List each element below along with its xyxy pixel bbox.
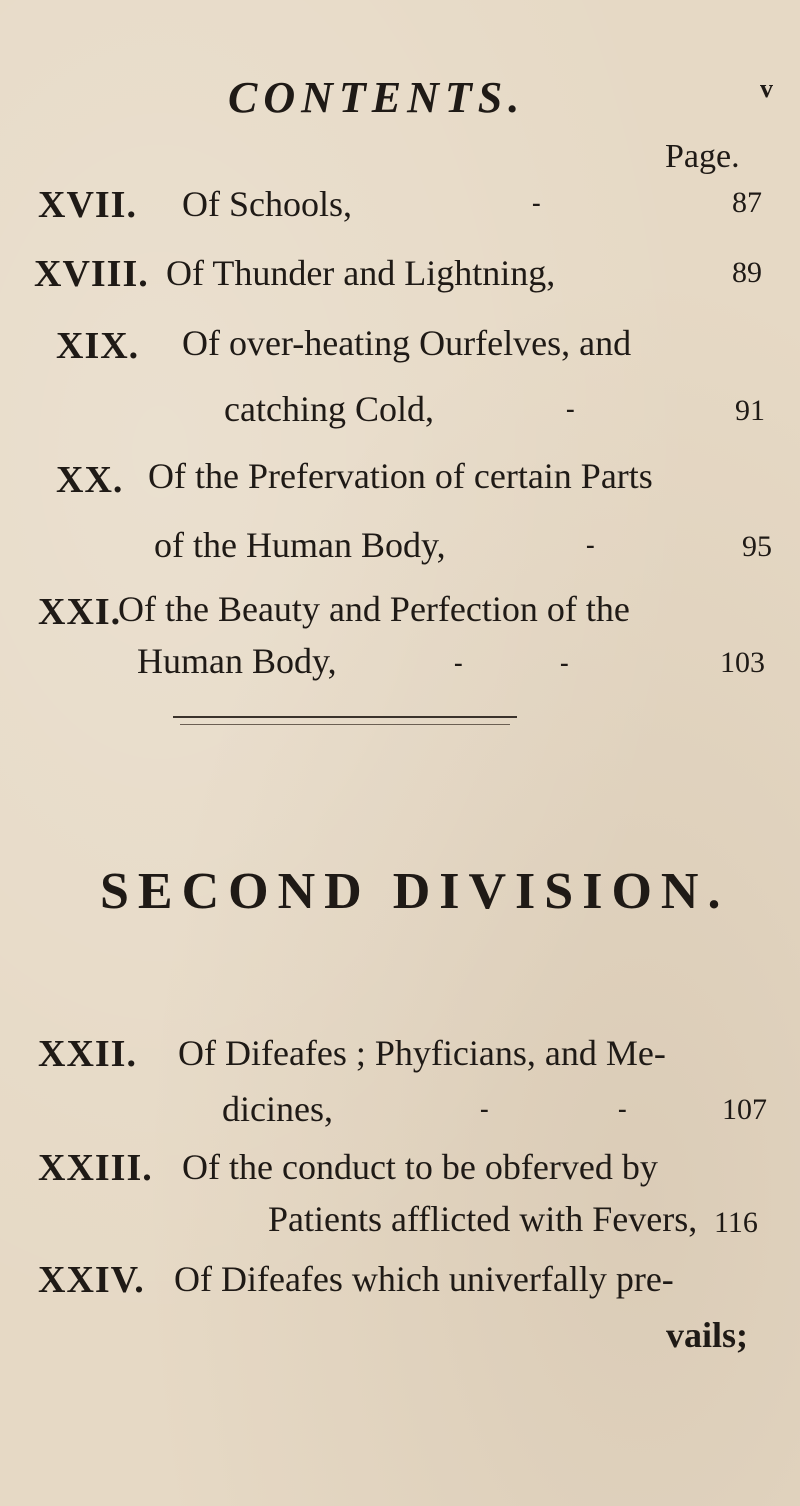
page-reference: 103: [720, 646, 765, 679]
page-reference: 107: [722, 1093, 767, 1126]
page-number: v: [760, 74, 773, 103]
page-reference: 116: [714, 1206, 758, 1239]
chapter-number: XXIV.: [38, 1259, 145, 1301]
chapter-title-continued: Patients afflicted with Fevers,: [268, 1199, 698, 1239]
leader-dash: -: [586, 530, 595, 559]
page-reference: 95: [742, 530, 772, 563]
leader-dash: -: [480, 1094, 489, 1123]
chapter-title-continued: catching Cold,: [224, 389, 434, 429]
leader-dash: -: [532, 188, 541, 217]
page-reference: 91: [735, 394, 765, 427]
chapter-title: Of over-heating Ourfelves, and: [182, 323, 632, 363]
chapter-title-continued: of the Human Body,: [154, 525, 446, 565]
chapter-number: XXI.: [38, 591, 122, 633]
leader-dash: -: [566, 394, 575, 423]
chapter-title: Of Thunder and Lightning,: [166, 253, 556, 293]
chapter-number: XVIII.: [34, 253, 149, 295]
chapter-title: Of the Beauty and Perfection of the: [118, 589, 630, 629]
section-divider-rule: [173, 716, 517, 718]
chapter-title: Of Schools,: [182, 184, 352, 224]
chapter-number: XIX.: [56, 325, 140, 367]
leader-dash: -: [454, 648, 463, 677]
page-column-label: Page.: [665, 138, 740, 175]
page-reference: 89: [732, 256, 762, 289]
section-divider-rule-thin: [180, 724, 510, 725]
chapter-title: Of Difeafes which univerfally pre-: [174, 1259, 674, 1299]
leader-dash: -: [618, 1094, 627, 1123]
chapter-number: XXIII.: [38, 1147, 153, 1189]
chapter-title: Of Difeafes ; Phyficians, and Me-: [178, 1033, 666, 1073]
chapter-title: Of the Prefervation of certain Parts: [148, 456, 653, 496]
chapter-title-continued: dicines,: [222, 1089, 333, 1129]
leader-dash: -: [560, 648, 569, 677]
chapter-title: Of the conduct to be obferved by: [182, 1147, 658, 1187]
chapter-title-continued: Human Body,: [137, 641, 337, 681]
chapter-number: XXII.: [38, 1033, 137, 1075]
catchword: vails;: [666, 1315, 749, 1355]
page-title: CONTENTS.: [228, 73, 526, 122]
page-reference: 87: [732, 186, 762, 219]
chapter-number: XX.: [56, 459, 124, 501]
chapter-number: XVII.: [38, 184, 137, 226]
division-heading: SECOND DIVISION.: [100, 863, 730, 920]
